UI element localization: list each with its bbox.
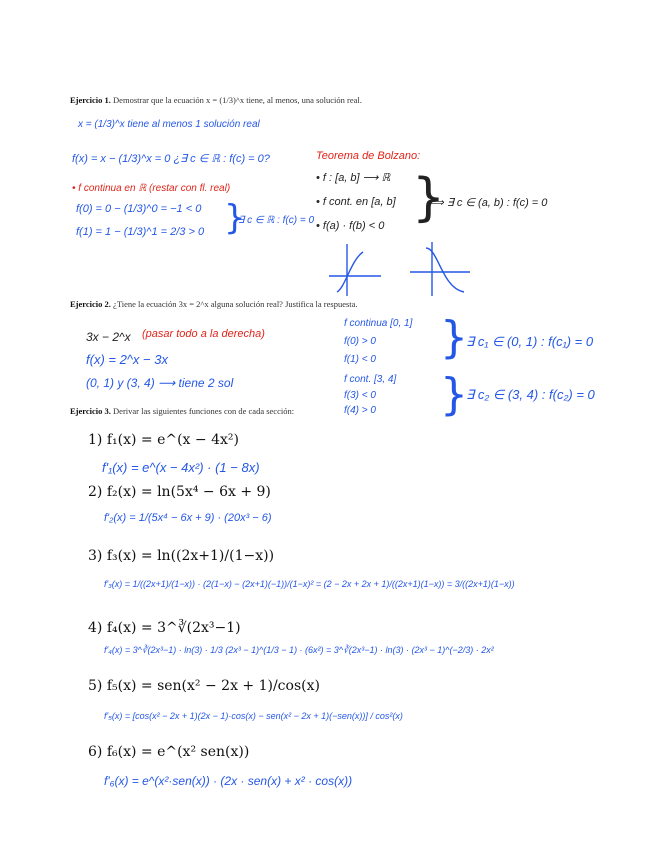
ex2-intervals: (0, 1) y (3, 4) ⟶ tiene 2 sol <box>86 376 234 390</box>
ex3-item-4 <box>88 620 241 636</box>
ex2-c1-brace: } <box>440 312 468 363</box>
ex1-f1: f(1) = 1 − (1/3)^1 = 2/3 > 0 <box>76 226 205 238</box>
ex2-c1-f0: f(0) > 0 <box>344 336 376 347</box>
ex1-exists: ∃ c ∈ ℝ : f(c) = 0 <box>238 215 315 226</box>
ex3-item-function: f₆(x) = e^(x² sen(x)) <box>106 744 250 760</box>
ex3-item-label: 6) <box>88 744 103 760</box>
bolzano-sketch-increasing <box>325 240 385 300</box>
ex3-item-function: f₂(x) = ln(5x⁴ − 6x + 9) <box>106 484 271 500</box>
ex3-item-1 <box>88 432 239 448</box>
ex3-item-5-answer: f'₅(x) = [cos(x² − 2x + 1)(2x − 1)·cos(x) − sen(x² − 2x + 1)(−sen(x))] / cos²(x) <box>104 711 403 721</box>
ex3-item-2-answer: f'₂(x) = 1/(5x⁴ − 6x + 9) · (20x³ − 6) <box>104 512 272 524</box>
ex2-c1-cont: f continua [0, 1] <box>344 318 413 329</box>
ex3-item-2 <box>88 484 271 500</box>
ex3-item-label: 3) <box>88 548 103 564</box>
ex2-func: f(x) = 2^x − 3x <box>86 352 168 367</box>
ex2-c2-f3: f(3) < 0 <box>344 390 376 401</box>
ex2-statement-text: ¿Tiene la ecuación 3x = 2^x alguna solución real? Justifica la respuesta. <box>113 299 358 309</box>
ex3-item-function: f₅(x) = sen(x² − 2x + 1)/cos(x) <box>106 678 320 694</box>
ex2-c2-conclusion: ∃ c₂ ∈ (3, 4) : f(c₂) = 0 <box>466 387 595 402</box>
ex3-title: Ejercicio 3. <box>70 406 111 416</box>
ex1-statement-text: Demostrar que la ecuación x = (1/3)^x tiene, al menos, una solución real. <box>113 95 362 105</box>
ex3-item-label: 4) <box>88 620 103 636</box>
ex2-c1-f1: f(1) < 0 <box>344 354 376 365</box>
bolzano-brace: } <box>412 168 446 228</box>
ex2-title: Ejercicio 2. <box>70 299 111 309</box>
ex3-item-3 <box>88 548 274 564</box>
ex2-statement <box>70 299 360 310</box>
ex2-c2-cont: f cont. [3, 4] <box>344 374 397 385</box>
ex3-statement-text: Derivar las siguientes funciones con de cada sección: <box>113 406 295 416</box>
ex3-item-function: f₁(x) = e^(x − 4x²) <box>106 432 239 448</box>
ex3-statement <box>70 406 350 417</box>
ex2-eq: 3x − 2^x <box>86 330 131 344</box>
ex3-item-1-answer: f'₁(x) = e^(x − 4x²) · (1 − 8x) <box>102 460 260 475</box>
ex1-func: f(x) = x − (1/3)^x = 0 ¿∃ c ∈ ℝ : f(c) = 0? <box>72 153 270 165</box>
bolzano-cond-3: • f(a) · f(b) < 0 <box>316 220 385 232</box>
ex3-item-label: 5) <box>88 678 103 694</box>
bolzano-sketch-decreasing <box>408 238 472 300</box>
ex1-continua: • f continua en ℝ (restar con fl. real) <box>72 183 231 194</box>
ex3-item-3-answer: f'₃(x) = 1/((2x+1)/(1−x)) · (2(1−x) − (2x+1)(−1))/(1−x)² = (2 − 2x + 2x + 1)/((2x+1)(1−x)) = 3/((2x+1)(1−x)) <box>104 579 515 589</box>
ex3-item-6 <box>88 744 249 760</box>
ex3-item-label: 1) <box>88 432 103 448</box>
ex1-title: Ejercicio 1. <box>70 95 111 105</box>
ex3-item-6-answer: f'₆(x) = e^(x²·sen(x)) · (2x · sen(x) + x² · cos(x)) <box>104 774 353 788</box>
ex3-item-function: f₄(x) = 3^∛(2x³−1) <box>106 620 241 636</box>
ex2-c2-brace: } <box>440 369 468 420</box>
ex2-pasar: (pasar todo a la derecha) <box>142 328 265 340</box>
bolzano-cond-2: • f cont. en [a, b] <box>316 196 396 208</box>
ex2-c2-f4: f(4) > 0 <box>344 405 376 416</box>
ex1-f0: f(0) = 0 − (1/3)^0 = −1 < 0 <box>76 203 202 215</box>
ex3-item-5 <box>88 678 320 694</box>
ex3-item-function: f₃(x) = ln((2x+1)/(1−x)) <box>106 548 275 564</box>
ex1-restate: x = (1/3)^x tiene al menos 1 solución real <box>78 119 260 130</box>
ex3-item-4-answer: f'₄(x) = 3^∛(2x³−1) · ln(3) · 1/3 (2x³ − 1)^(1/3 − 1) · (6x²) = 3^∛(2x³−1) · ln(3) · (2x³ − 1)^(−2/3) · 2x² <box>104 645 494 655</box>
bolzano-conclusion: ⟹ ∃ c ∈ (a, b) : f(c) = 0 <box>428 197 548 209</box>
bolzano-title: Teorema de Bolzano: <box>316 150 421 162</box>
ex2-c1-conclusion: ∃ c₁ ∈ (0, 1) : f(c₁) = 0 <box>466 334 594 349</box>
bolzano-cond-1: • f : [a, b] ⟶ ℝ <box>316 172 391 184</box>
ex1-brace: } <box>224 198 246 238</box>
ex1-statement <box>70 95 400 106</box>
ex3-item-label: 2) <box>88 484 103 500</box>
